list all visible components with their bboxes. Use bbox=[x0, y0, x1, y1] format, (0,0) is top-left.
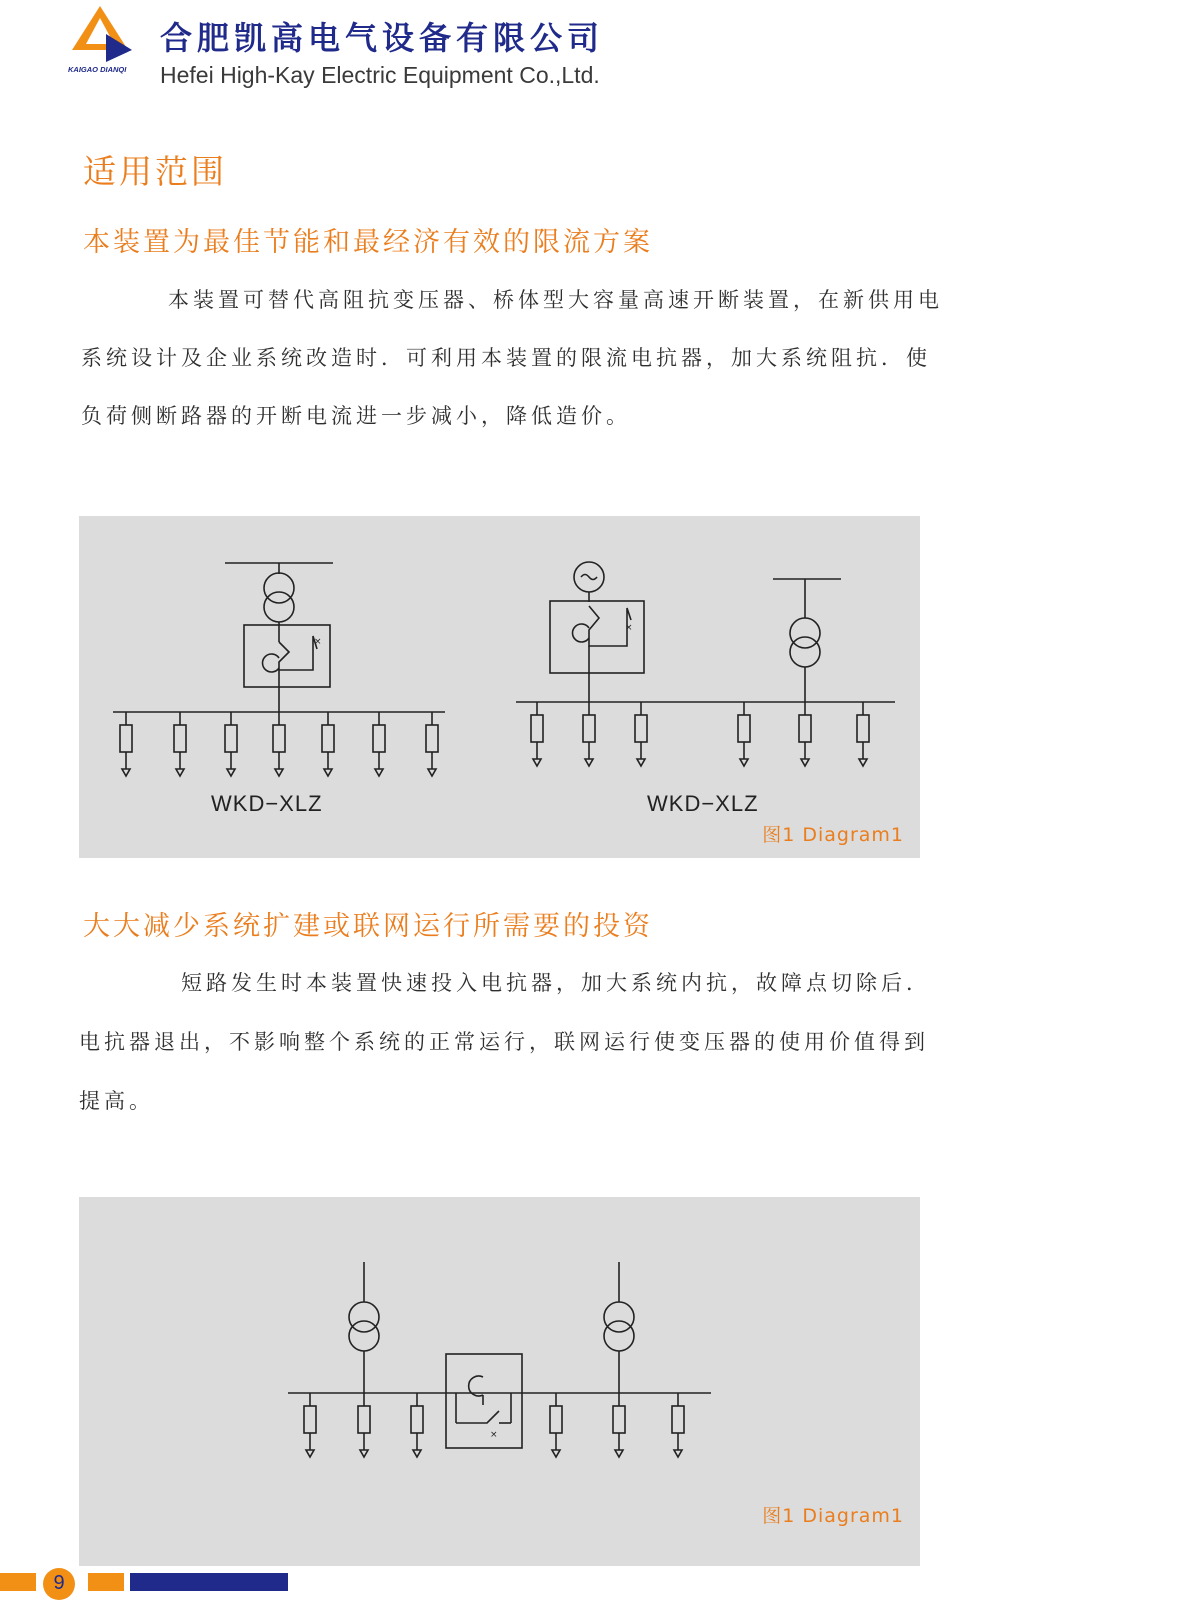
figure-caption: 图1 Diagram1 bbox=[762, 824, 904, 846]
svg-text:×: × bbox=[490, 1430, 498, 1440]
section-title: 适用范围 bbox=[83, 152, 227, 191]
circuit-diagram-1 bbox=[79, 516, 920, 858]
figure-caption: 图1 Diagram1 bbox=[762, 1505, 904, 1527]
model-label-left: WKD−XLZ bbox=[211, 791, 323, 816]
feeder-circuit bbox=[550, 1393, 562, 1457]
feeder-circuit bbox=[373, 712, 385, 776]
paragraph-line: 提高。 bbox=[79, 1089, 154, 1113]
svg-text:×: × bbox=[314, 637, 322, 647]
paragraph-line: 本装置可替代高阻抗变压器、桥体型大容量高速开断装置，在新供用电 bbox=[168, 288, 943, 312]
paragraph-line: 负荷侧断路器的开断电流进一步减小，降低造价。 bbox=[81, 404, 631, 428]
paragraph-line: 电抗器退出，不影响整个系统的正常运行，联网运行使变压器的使用价值得到 bbox=[79, 1030, 929, 1054]
feeder-circuit bbox=[426, 712, 438, 776]
feeder-circuit bbox=[583, 702, 595, 766]
feeder-circuit bbox=[304, 1393, 316, 1457]
feeder-circuit bbox=[322, 712, 334, 776]
model-label-right: WKD−XLZ bbox=[647, 791, 759, 816]
footer-accent-bar bbox=[0, 1573, 36, 1591]
diagram-panel-1 bbox=[79, 516, 920, 858]
company-logo bbox=[66, 4, 136, 76]
logo-text: KAIGAO DIANQI bbox=[68, 65, 127, 74]
subheading-investment: 大大减少系统扩建或联网运行所需要的投资 bbox=[83, 911, 653, 942]
feeder-circuit bbox=[672, 1393, 684, 1457]
company-name-en: Hefei High-Kay Electric Equipment Co.,Ltd. bbox=[160, 62, 600, 88]
paragraph-line: 短路发生时本装置快速投入电抗器，加大系统内抗，故障点切除后． bbox=[181, 971, 931, 995]
feeder-circuit bbox=[857, 702, 869, 766]
footer-brand-bar bbox=[130, 1573, 288, 1591]
footer-accent-bar bbox=[88, 1573, 124, 1591]
feeder-circuit bbox=[358, 1393, 370, 1457]
company-name-cn: 合肥凯高电气设备有限公司 bbox=[160, 19, 605, 57]
feeder-circuit bbox=[531, 702, 543, 766]
page-number: 9 bbox=[43, 1568, 75, 1600]
diagram-panel-2 bbox=[79, 1197, 920, 1566]
feeder-circuit bbox=[738, 702, 750, 766]
feeder-circuit bbox=[635, 702, 647, 766]
feeder-circuit bbox=[225, 712, 237, 776]
feeder-circuit bbox=[411, 1393, 423, 1457]
feeder-circuit bbox=[174, 712, 186, 776]
feeder-circuit bbox=[613, 1393, 625, 1457]
paragraph-line: 系统设计及企业系统改造时．可利用本装置的限流电抗器，加大系统阻抗．使 bbox=[81, 346, 931, 370]
subheading-current-limiting: 本装置为最佳节能和最经济有效的限流方案 bbox=[83, 227, 653, 258]
feeder-circuit bbox=[799, 702, 811, 766]
svg-text:×: × bbox=[625, 623, 633, 633]
feeder-circuit bbox=[120, 712, 132, 776]
feeder-circuit bbox=[273, 712, 285, 776]
